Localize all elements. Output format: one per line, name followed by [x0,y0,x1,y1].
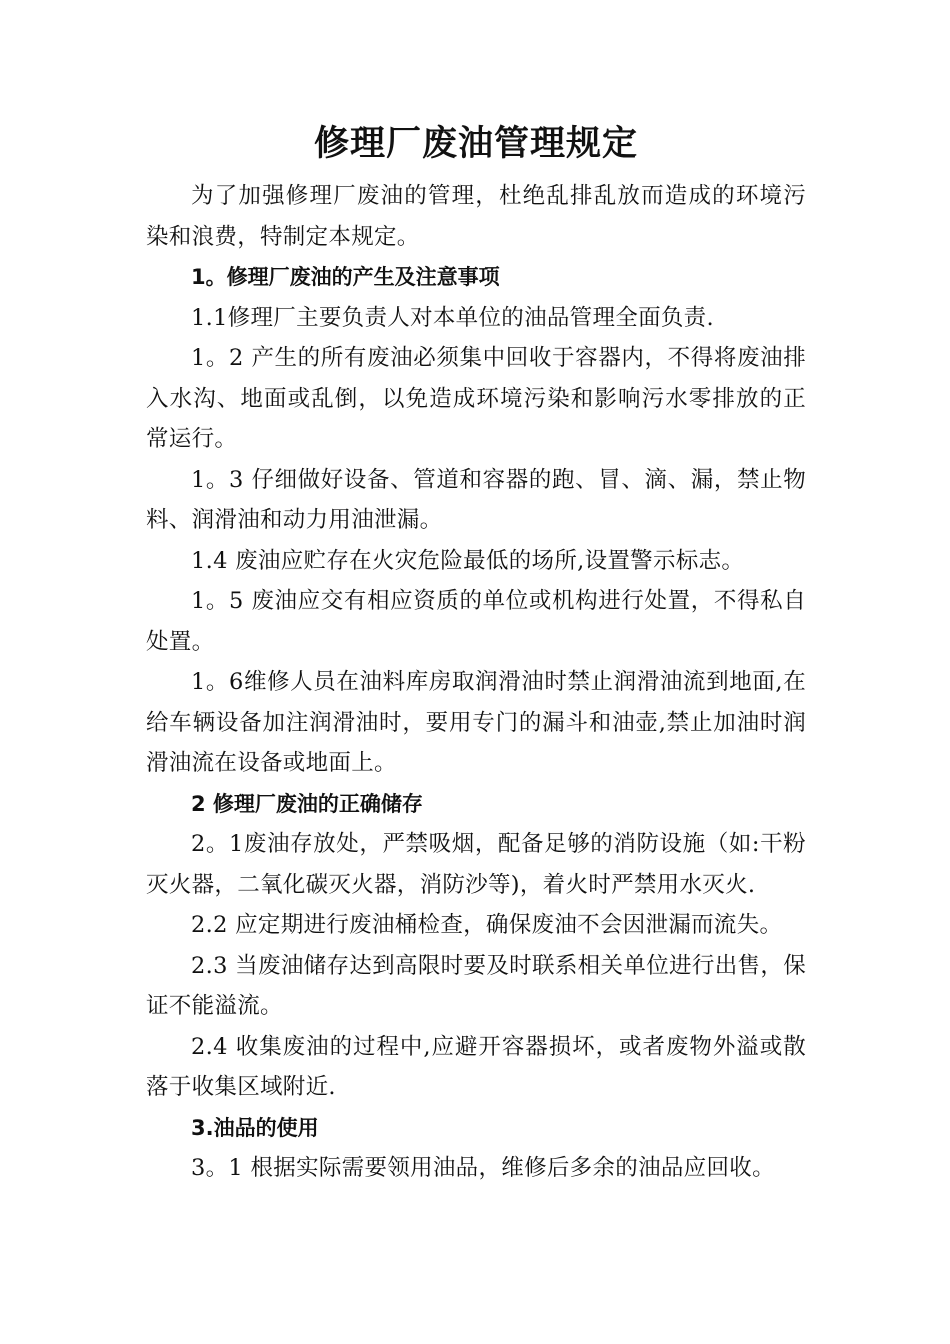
clause-1-1: 1.1修理厂主要负责人对本单位的油品管理全面负责. [191,304,714,331]
clause-1-4: 1.4 废油应贮存在火灾危险最低的场所,设置警示标志。 [191,547,745,574]
clause-1-6: 1。6维修人员在油料库房取润滑油时禁止润滑油流到地面,在给车辆设备加注润滑油时，要用专门的漏斗和油壶,禁止加油时润滑油流在设备或地面上。 [146,669,806,776]
clause-1-3: 1。3 仔细做好设备、管道和容器的跑、冒、滴、漏，禁止物料、润滑油和动力用油泄漏。 [146,466,806,533]
section-heading: 1。修理厂废油的产生及注意事项 [191,265,500,289]
clause-3-1: 3。1 根据实际需要领用油品，维修后多余的油品应回收。 [191,1155,775,1181]
section-3 [146,1108,806,1189]
intro-paragraph: 为了加强修理厂废油的管理，杜绝乱排乱放而造成的环境污染和浪费，特制定本规定。 [146,183,806,250]
clause-1-5: 1。5 废油应交有相应资质的单位或机构进行处置，不得私自处置。 [146,588,806,655]
clause-1-2: 1。2 产生的所有废油必须集中回收于容器内，不得将废油排入水沟、地面或乱倒，以免造成环境污染和影响污水零排放的正常运行。 [146,345,806,452]
clause-2-1: 2。1废油存放处，严禁吸烟，配备足够的消防设施（如:干粉灭火器，二氧化碳灭火器，消防沙等)，着火时严禁用水灭火. [146,831,806,898]
clause-2-2: 2.2 应定期进行废油桶检查，确保废油不会因泄漏而流失。 [191,912,783,938]
document-title: 修理厂废油管理规定 [313,124,638,164]
clause-2-4: 2.4 收集废油的过程中,应避开容器损坏，或者废物外溢或散落于收集区域附近. [146,1033,806,1100]
section-heading: 3.油品的使用 [191,1115,319,1140]
clause-2-3: 2.3 当废油储存达到高限时要及时联系相关单位进行出售，保证不能溢流。 [146,952,806,1019]
document-page [146,118,806,1189]
section-2 [146,784,806,1108]
section-1 [146,257,806,784]
section-heading: 2 修理厂废油的正确储存 [191,791,423,816]
